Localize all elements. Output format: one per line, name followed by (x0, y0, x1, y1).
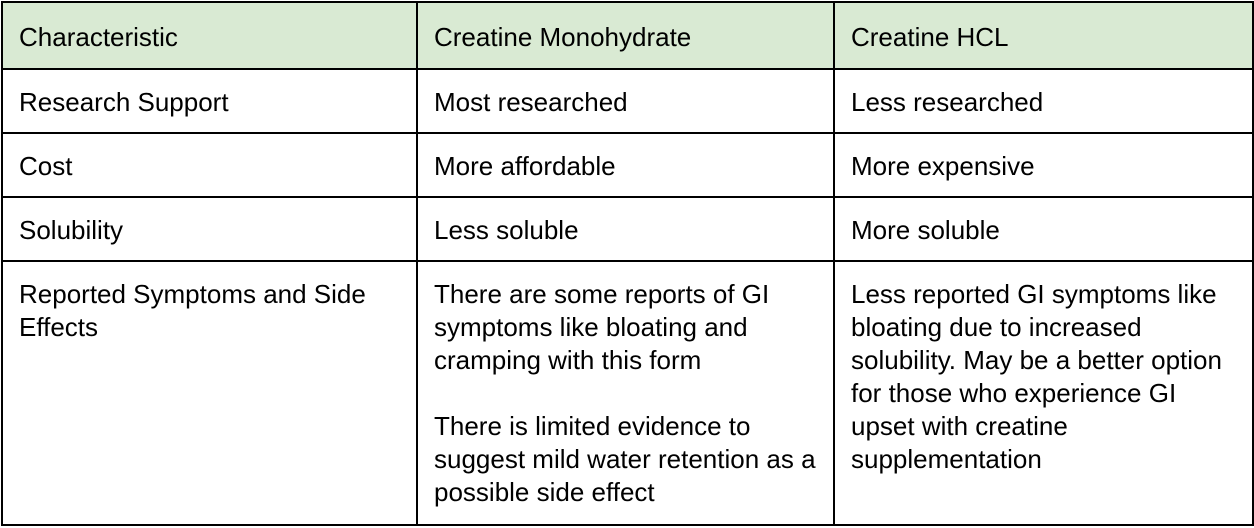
cell-paragraph: There is limited evidence to suggest mild water retention as a possible side effect (434, 411, 816, 507)
cell-hcl: Less reported GI symptoms like bloating due to increased solubility. May be a better option for those who experience GI upset with creatine supplementation (834, 261, 1253, 525)
header-characteristic: Characteristic (2, 2, 417, 69)
cell-hcl: More expensive (834, 133, 1253, 197)
cell-characteristic: Solubility (2, 197, 417, 261)
cell-monohydrate (417, 261, 834, 525)
cell-monohydrate: Most researched (417, 69, 834, 133)
cell-hcl: Less researched (834, 69, 1253, 133)
table-header-row (2, 2, 1253, 69)
header-creatine-monohydrate: Creatine Monohydrate (417, 2, 834, 69)
comparison-table (1, 1, 1254, 526)
cell-characteristic: Reported Symptoms and Side Effects (2, 261, 417, 525)
cell-hcl: More soluble (834, 197, 1253, 261)
cell-paragraph: There are some reports of GI symptoms like bloating and cramping with this form (434, 279, 770, 375)
table-row (2, 133, 1253, 197)
cell-monohydrate: Less soluble (417, 197, 834, 261)
header-creatine-hcl: Creatine HCL (834, 2, 1253, 69)
table-row (2, 197, 1253, 261)
table-row (2, 261, 1253, 525)
cell-monohydrate: More affordable (417, 133, 834, 197)
table-row (2, 69, 1253, 133)
cell-characteristic: Cost (2, 133, 417, 197)
cell-characteristic: Research Support (2, 69, 417, 133)
